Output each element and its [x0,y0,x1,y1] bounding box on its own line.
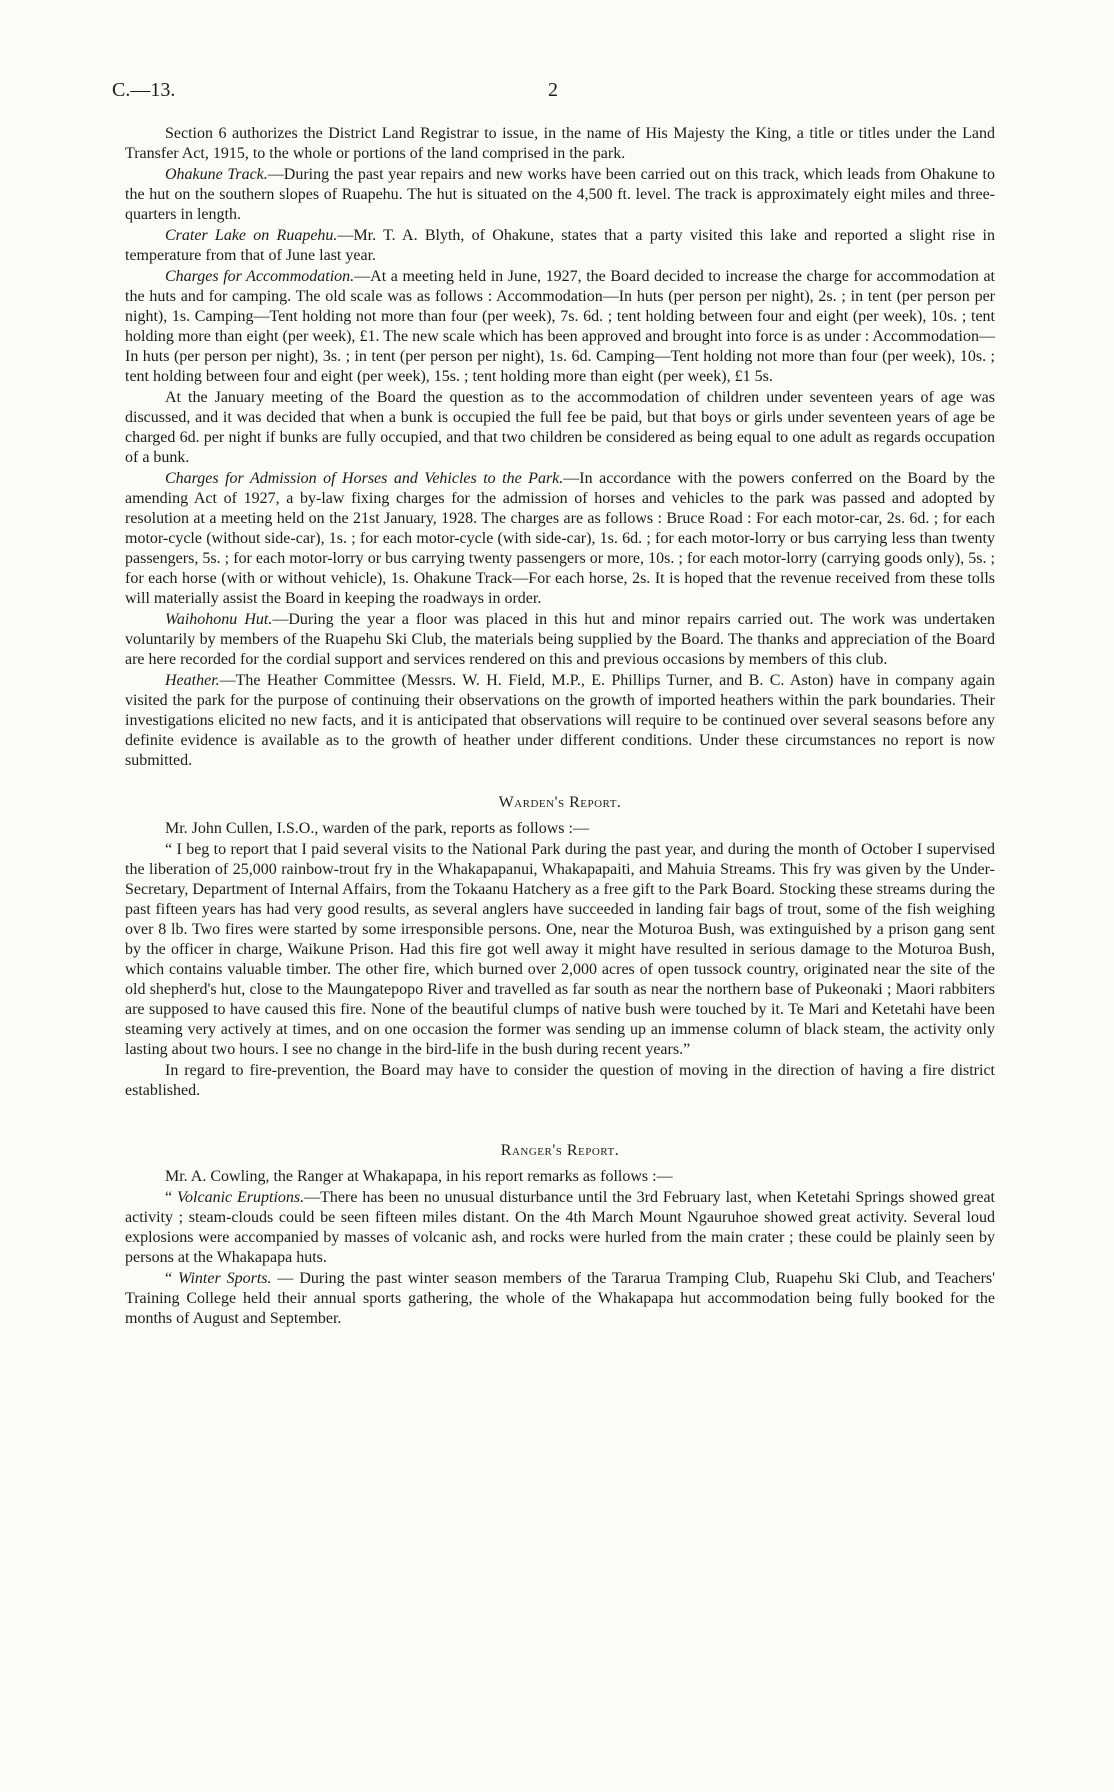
paragraph-text: —The Heather Committee (Messrs. W. H. Field, M.P., E. Phillips Turner, and B. C. Aston) have in company again visited the park for the purpose of continuing their observations on the growth of imported heathers within the park boundaries. Their investigations elicited no new facts, and it is anticipated that observations will require to be continued over several seasons before any definite evidence is available as to the growth of heather under different conditions. Under these circumstances no report is now submitted. [125,672,995,769]
rangers-report-winter-sports [125,1269,995,1329]
paragraph-charges-accommodation [125,267,995,387]
wardens-report-quote [125,840,995,1060]
paragraph-lead: Heather. [165,672,220,689]
paragraph-text: —During the year a floor was placed in this hut and minor repairs carried out. The work was undertaken voluntarily by members of the Ruapehu Ski Club, the materials being supplied by the Board. The thanks and appreciation of the Board are here recorded for the cordial support and services rendered on this and previous occasions by members of this club. [125,611,995,668]
wardens-report-heading: Warden's Report. [498,794,622,811]
paragraph-text: —During the past year repairs and new works have been carried out on this track, which leads from Ohakune to the hut on the southern slopes of Ruapehu. The hut is situated on the 4,500 ft. level. The track is approximately eight miles and three-quarters in length. [125,166,996,223]
paragraph-crater-lake [125,226,995,266]
paragraph-text: —At a meeting held in June, 1927, the Board decided to increase the charge for accommodation at the huts and for camping. The old scale was as follows : Accommodation—In huts (per person per night), 2s. ; in tent (per person per night), 1s. Camping—Tent holding not more than four (per week), 7s. 6d. ; tent holding between four and eight (per week), 10s. ; tent holding more than eight (per week), £1. The new scale which has been approved and brought into force is as under : Accommodation—In huts (per person per night), 3s. ; in tent (per person per night), 1s. 6d. Camping—Tent holding not more than four (per week), 10s. ; tent holding between four and eight (per week), 15s. ; tent holding more than eight (per week), £1 5s. [125,268,995,385]
paragraph-lead: Charges for Accommodation. [165,268,355,285]
paragraph-ohakune-track [125,165,995,225]
quote-mark: “ [165,1189,178,1206]
rangers-report-volcanic-eruptions [125,1188,995,1268]
page-number: 2 [548,79,558,101]
document-body [125,124,995,1329]
paragraph-text: Mr. John Cullen, I.S.O., warden of the park, reports as follows :— [165,820,589,837]
paragraph-charges-admission [125,469,995,609]
paragraph-lead: Winter Sports. [178,1270,272,1287]
wardens-report-fire-prevention [125,1061,995,1101]
paragraph-lead: Waihohonu Hut. [165,611,273,628]
paragraph-text: —In accordance with the powers conferred on the Board by the amending Act of 1927, a by-law fixing charges for the admission of horses and vehicles to the park was passed and adopted by resolution at a meeting held on the 21st January, 1928. The charges are as follows : Bruce Road : For each motor-car, 2s. 6d. ; for each motor-cycle (without side-car), 1s. ; for each motor-cycle (with side-car), 1s. 6d. ; for each motor-lorry or bus carrying less than twenty passengers, 5s. ; for each motor-lorry or bus carrying twenty passengers or more, 10s. ; for each motor-lorry (carrying goods only), 5s. ; for each horse (with or without vehicle), 1s. Ohakune Track—For each horse, 2s. It is hoped that the revenue received from these tolls will materially assist the Board in keeping the roadways in order. [125,470,996,607]
paragraph-text: — During the past winter season members of the Tararua Tramping Club, Ruapehu Ski Club, and Teachers' Training College held their annual sports gathering, the whole of the Whakapapa hut accommodation being fully booked for the months of August and September. [125,1270,996,1327]
paragraph-text: “ I beg to report that I paid several visits to the National Park during the past year, and during the month of October I supervised the liberation of 25,000 rainbow-trout fry in the Whakapapanui, Whakapapaiti, and Mahuia Streams. This fry was given by the Under-Secretary, Department of Internal Affairs, from the Tokaanu Hatchery as a free gift to the Park Board. Stocking these streams during the past fifteen years has had very good results, as several anglers have succeeded in landing fair bags of trout, some of the fish weighing over 8 lb. Two fires were started by some irresponsible persons. One, near the Moturoa Bush, was extinguished by a prison gang sent by the officer in charge, Waikune Prison. Had this fire got well away it might have resulted in serious damage to the Moturoa Bush, which contains valuable timber. The other fire, which burned over 2,000 acres of open tussock country, originated near the site of the old shepherd's hut, close to the Maungatepopo River and travelled as far south as near the northern base of Pukeonaki ; Maori rabbiters are supposed to have caused this fire. None of the beautiful clumps of native bush were touched by it. Te Mari and Ketetahi have been steaming very actively at times, and on one occasion the former was sending up an immense column of black steam, the activity only lasting about two hours. I see no change in the bird-life in the bush during recent years.” [125,841,995,1058]
paragraph-text: Section 6 authorizes the District Land Registrar to issue, in the name of His Majesty the King, a title or titles under the Land Transfer Act, 1915, to the whole or portions of the land comprised in the park. [125,125,995,162]
document-reference: C.—13. [112,79,176,101]
paragraph-children-accommodation [125,388,995,468]
paragraph-waihohonu-hut [125,610,995,670]
paragraph-text: In regard to fire-prevention, the Board may have to consider the question of moving in the direction of having a fire district established. [125,1062,995,1099]
quote-mark: “ [165,1270,179,1287]
paragraph-lead: Volcanic Eruptions. [177,1189,305,1206]
paragraph-text: —There has been no unusual disturbance until the 3rd February last, when Ketetahi Springs showed great activity ; steam-clouds could be seen fifteen miles distant. On the 4th March Mount Ngauruhoe showed great activity. Several loud explosions were accompanied by masses of volcanic ash, and rocks were hurled from the main crater ; these could be plainly seen by persons at the Whakapapa huts. [125,1189,995,1266]
rangers-report-heading: Ranger's Report. [500,1142,620,1159]
paragraph-text: Mr. A. Cowling, the Ranger at Whakapapa, in his report remarks as follows :— [165,1168,673,1185]
paragraph-lead: Charges for Admission of Horses and Vehicles to the Park. [165,470,564,487]
paragraph-heather [125,671,995,771]
paragraph-lead: Ohakune Track. [165,166,268,183]
paragraph-text: —Mr. T. A. Blyth, of Ohakune, states that a party visited this lake and reported a slight rise in temperature from that of June last year. [125,227,995,264]
rangers-report-intro [125,1167,995,1187]
paragraph-text: At the January meeting of the Board the question as to the accommodation of children under seventeen years of age was discussed, and it was decided that when a bunk is occupied the full fee be paid, but that boys or girls under seventeen years of age be charged 6d. per night if bunks are fully occupied, and that two children be considered as being equal to one adult as regards occupation of a bunk. [125,389,995,466]
paragraph-lead: Crater Lake on Ruapehu. [165,227,338,244]
wardens-report-intro [125,819,995,839]
paragraph-section-6 [125,124,995,164]
